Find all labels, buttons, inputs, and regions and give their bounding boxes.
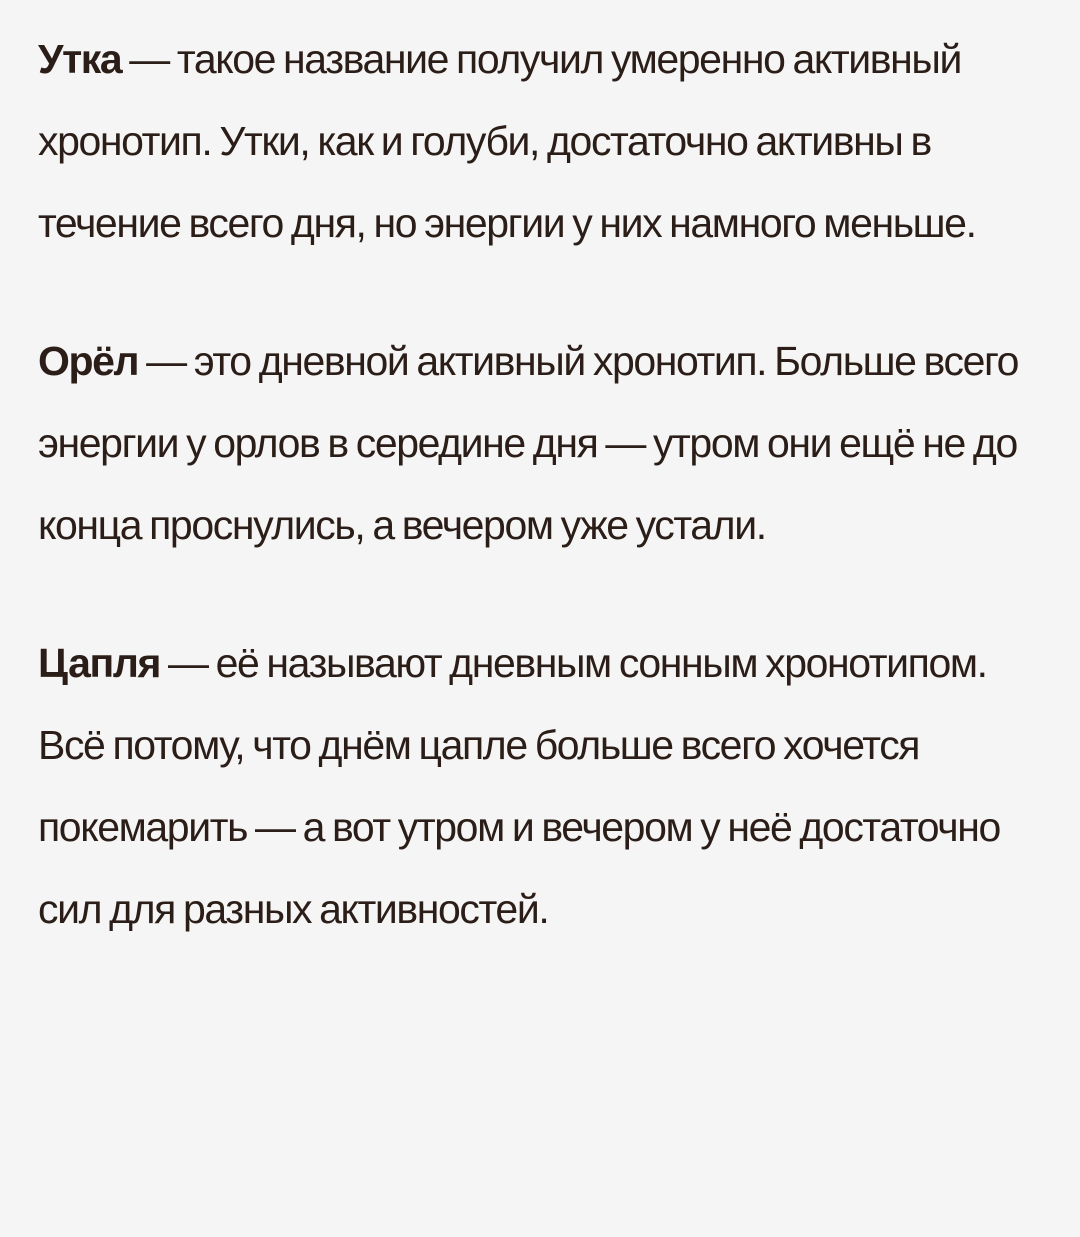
article xyxy=(38,18,1048,1006)
paragraph-eagle xyxy=(38,320,1048,566)
paragraph-duck xyxy=(38,18,1048,264)
paragraph-heron xyxy=(38,622,1048,950)
term-heron: Цапля xyxy=(38,640,161,686)
description-eagle: — это дневной активный хронотип. Больше всего энергии у орлов в середине дня — утром они ещё не до конца проснулись, а вечером уже устали. xyxy=(38,338,1019,548)
term-duck: Утка xyxy=(38,36,122,82)
term-eagle: Орёл xyxy=(38,338,139,384)
description-heron: — её называют дневным сонным хронотипом. Всё потому, что днём цапле больше всего хочется покемарить — а вот утром и вечером у неё достаточно сил для разных активностей. xyxy=(38,640,1000,932)
description-duck: — такое название получил умеренно активный хронотип. Утки, как и голуби, достаточно активны в течение всего дня, но энергии у них намного меньше. xyxy=(38,36,976,246)
